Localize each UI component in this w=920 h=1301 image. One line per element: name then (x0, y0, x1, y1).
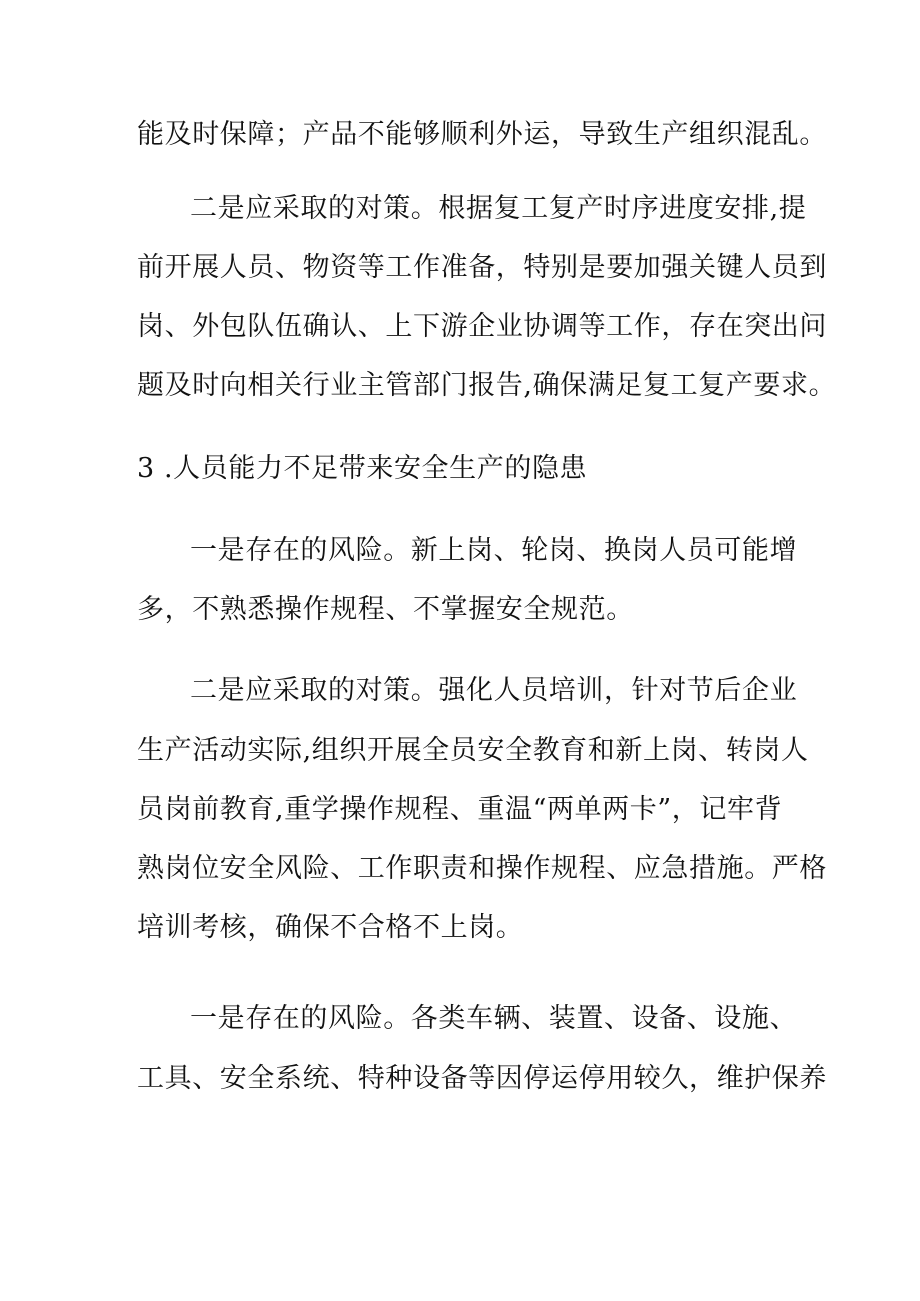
section-heading: 3 .人员能力不足带来安全生产的隐患 (137, 453, 588, 484)
paragraph-line: 题及时向相关行业主管部门报告,确保满足复工复产要求。 (137, 370, 837, 401)
paragraph-line: 工具、安全系统、特种设备等因停运停用较久，维护保养 (137, 1063, 827, 1094)
paragraph-line: 岗、外包队伍确认、上下游企业协调等工作，存在突出问 (137, 311, 827, 342)
paragraph-line: 一是存在的风险。各类车辆、装置、设备、设施、 (190, 1003, 798, 1034)
paragraph-line: 二是应采取的对策。强化人员培训，针对节后企业 (190, 675, 798, 706)
paragraph-line: 多，不熟悉操作规程、不掌握安全规范。 (137, 594, 634, 625)
paragraph-line: 能及时保障；产品不能够顺利外运，导致生产组织混乱。 (137, 119, 827, 150)
paragraph-line: 二是应采取的对策。根据复工复产时序进度安排,提 (190, 193, 807, 224)
paragraph-line: 熟岗位安全风险、工作职责和操作规程、应急措施。严格 (137, 853, 827, 884)
paragraph-line: 培训考核，确保不合格不上岗。 (137, 912, 524, 943)
paragraph-line: 生产活动实际,组织开展全员安全教育和新上岗、转岗人 (137, 735, 809, 766)
paragraph-line: 员岗前教育,重学操作规程、重温“两单两卡”，记牢背 (137, 794, 783, 825)
paragraph-line: 一是存在的风险。新上岗、轮岗、换岗人员可能增 (190, 535, 798, 566)
paragraph-line: 前开展人员、物资等工作准备，特别是要加强关键人员到 (137, 252, 827, 283)
